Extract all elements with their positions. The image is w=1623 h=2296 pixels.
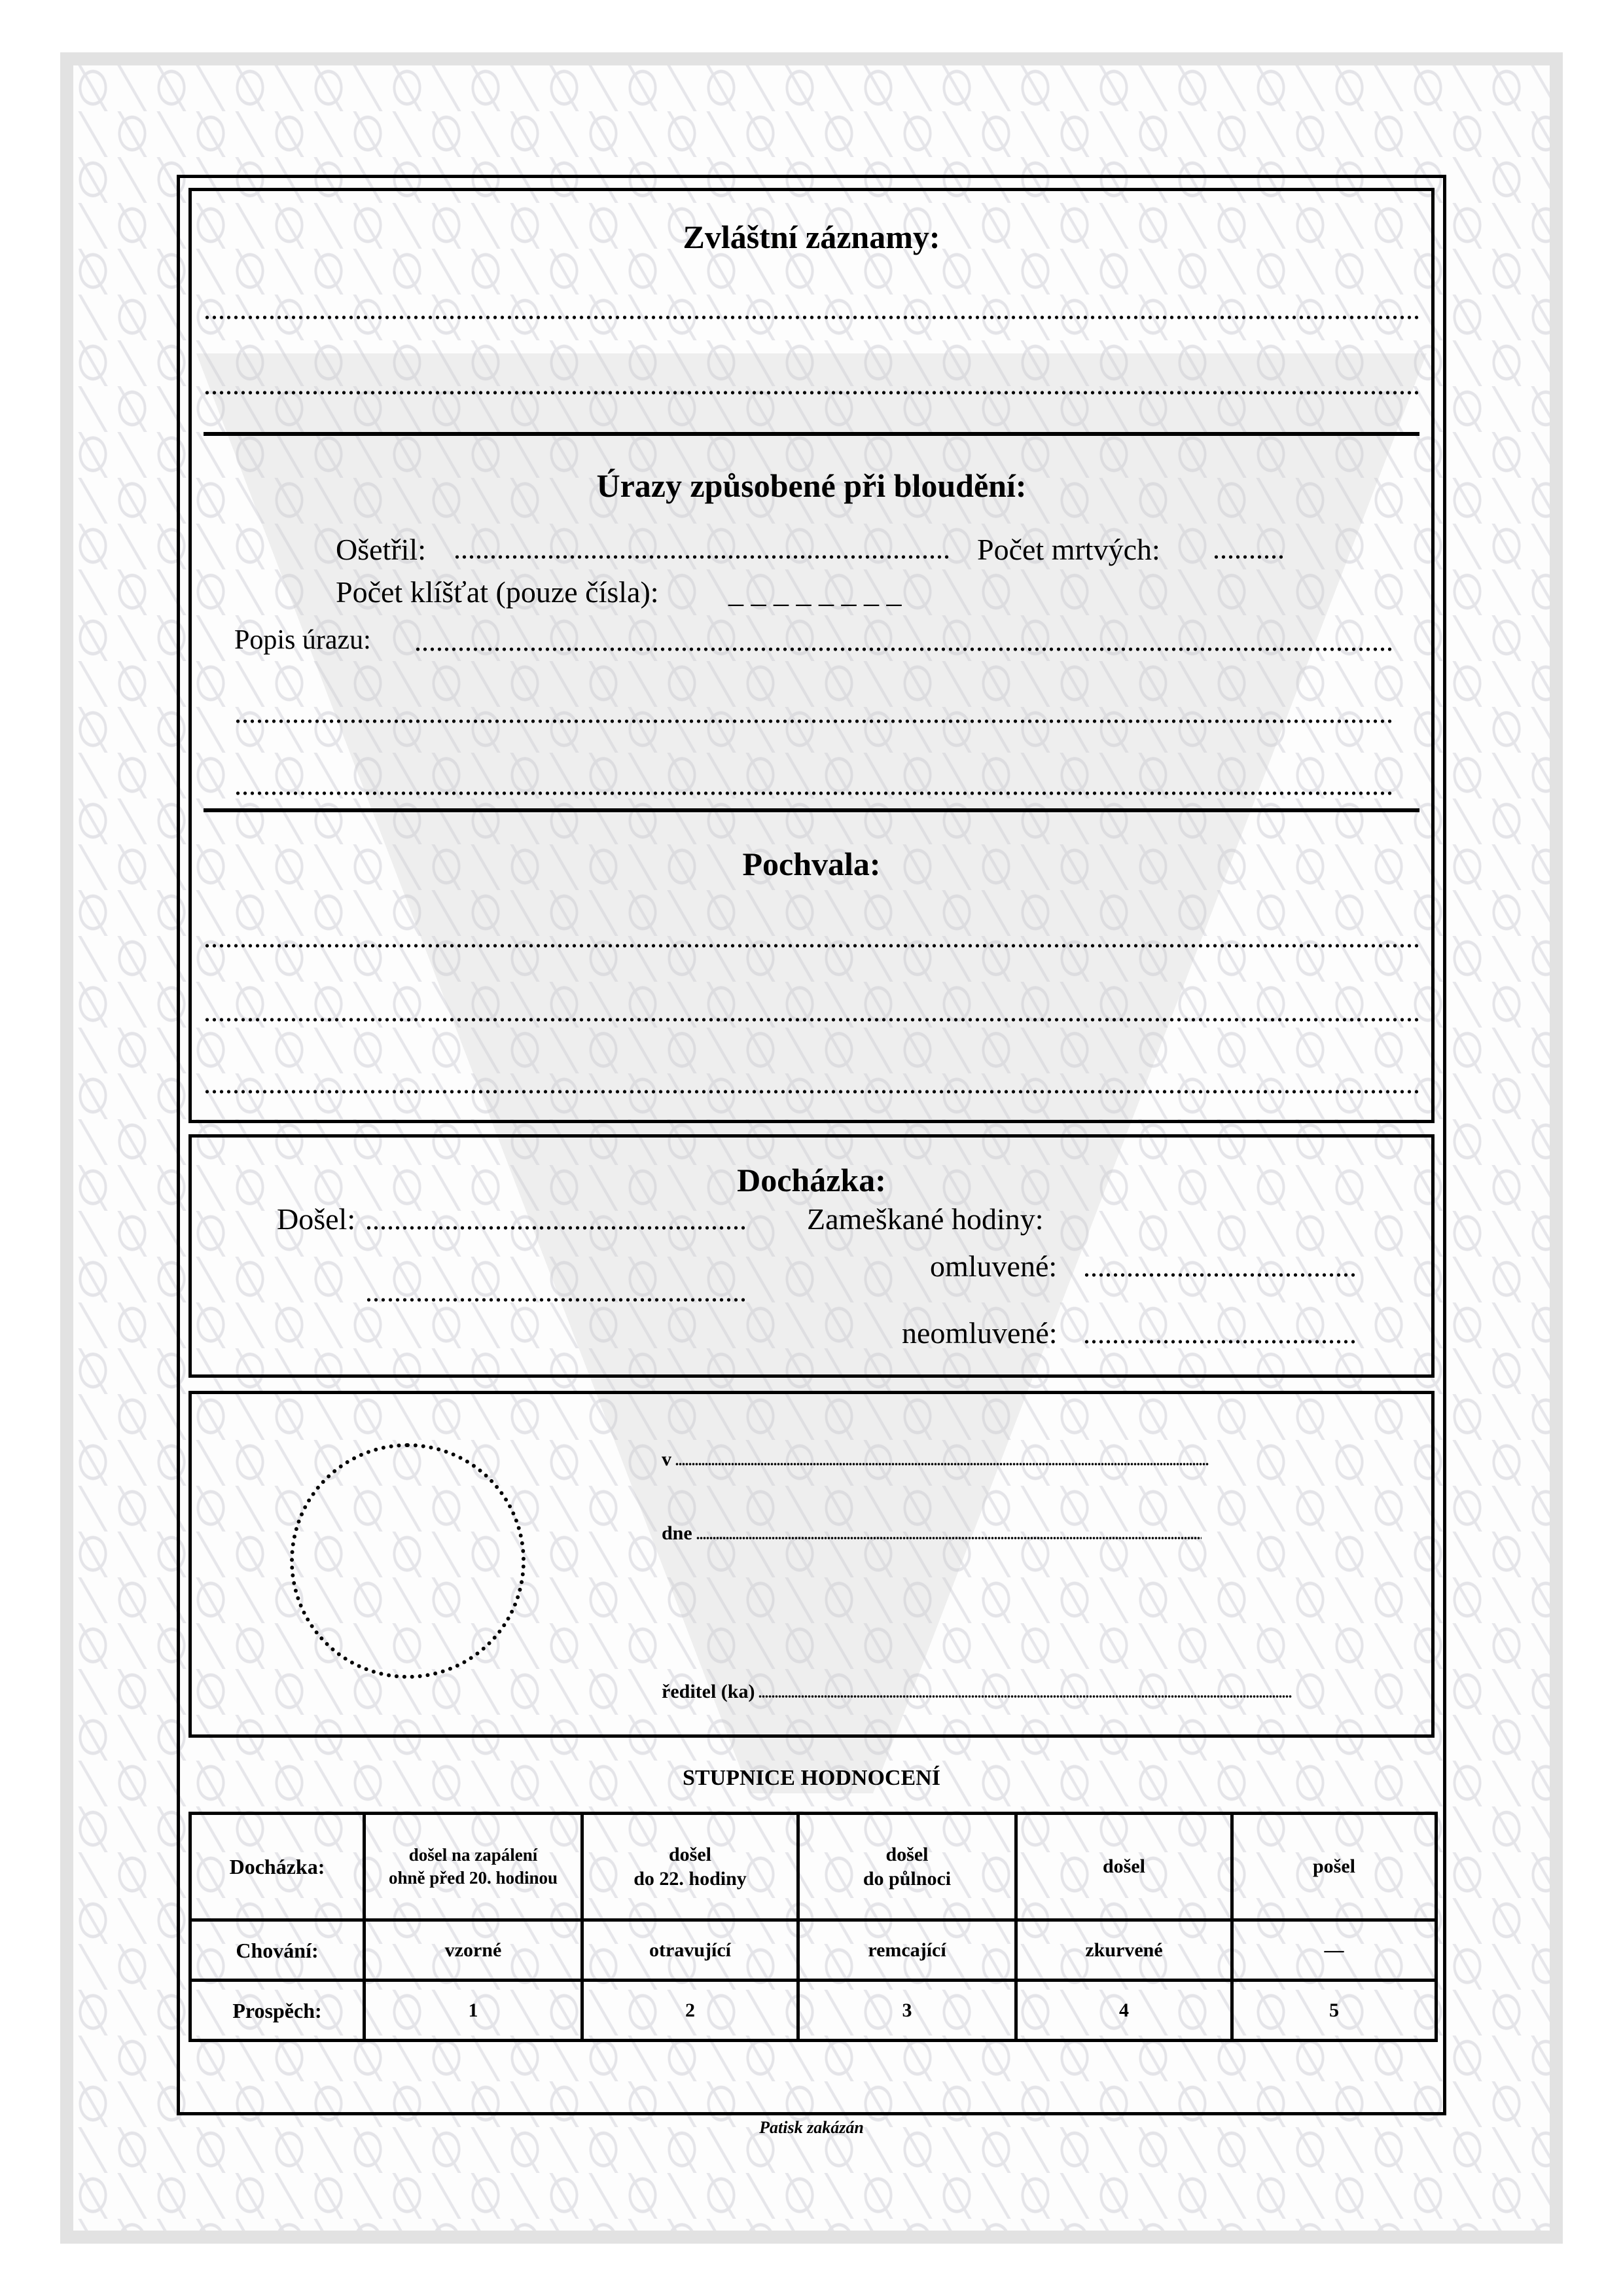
attendance-title: Docházka: <box>737 1162 886 1198</box>
section-divider <box>204 808 1419 812</box>
signature-box <box>188 1391 1435 1738</box>
unexcused-label: neomluvené: <box>902 1316 1058 1350</box>
place-field[interactable] <box>675 1463 1209 1465</box>
treated-by-field[interactable] <box>454 555 951 559</box>
injuries-title: Úrazy způsobené při bloudění: <box>596 467 1027 504</box>
date-label: dne <box>662 1522 692 1544</box>
table-cell: 4 <box>1016 1981 1232 2041</box>
injury-description-line-1[interactable] <box>414 647 1395 651</box>
praise-line-2[interactable] <box>204 1018 1419 1022</box>
table-cell: remcající <box>798 1920 1016 1981</box>
table-cell: 3 <box>798 1981 1016 2041</box>
table-cell: pošel <box>1232 1814 1436 1920</box>
table-cell: došel na zapálení ohně před 20. hodinou <box>365 1814 582 1920</box>
date-field[interactable] <box>696 1537 1202 1539</box>
director-row <box>662 1682 1292 1702</box>
ticks-field[interactable]: _ _ _ _ _ _ _ _ <box>728 575 902 609</box>
stamp-circle-icon <box>290 1443 526 1679</box>
dead-count-label: Počet mrtvých: <box>977 533 1160 566</box>
notes-injuries-praise-box <box>188 188 1435 1123</box>
praise-title: Pochvala: <box>742 846 881 882</box>
special-notes-line-1[interactable] <box>204 315 1419 319</box>
place-label: v <box>662 1448 671 1470</box>
place-row <box>662 1450 1209 1469</box>
table-cell: došel <box>1016 1814 1232 1920</box>
table-cell: vzorné <box>365 1920 582 1981</box>
praise-line-1[interactable] <box>204 944 1419 948</box>
row-label: Prospěch: <box>190 1981 365 2041</box>
row-label: Docházka: <box>190 1814 365 1920</box>
praise-line-3[interactable] <box>204 1090 1419 1094</box>
attendance-box <box>188 1134 1435 1378</box>
arrived-label: Došel: <box>277 1202 356 1236</box>
excused-label: omluvené: <box>930 1249 1058 1283</box>
injury-description-label: Popis úrazu: <box>234 625 371 655</box>
footer-note: Patisk zakázán <box>759 2118 864 2137</box>
injury-description-line-2[interactable] <box>234 719 1395 723</box>
table-cell: zkurvené <box>1016 1920 1232 1981</box>
unexcused-field[interactable] <box>1083 1340 1358 1344</box>
director-label: ředitel (ka) <box>662 1681 755 1702</box>
arrived-field-2[interactable] <box>365 1298 748 1302</box>
ticks-label: Počet klíšťat (pouze čísla): <box>336 575 659 609</box>
section-divider <box>204 432 1419 436</box>
injury-description-line-3[interactable] <box>234 791 1395 795</box>
special-notes-title: Zvláštní záznamy: <box>683 219 940 255</box>
missed-hours-label: Zameškané hodiny: <box>807 1202 1044 1236</box>
director-signature-field[interactable] <box>758 1695 1292 1698</box>
table-cell: 5 <box>1232 1981 1436 2041</box>
table-cell: 1 <box>365 1981 582 2041</box>
table-cell: 2 <box>582 1981 798 2041</box>
table-row-attendance <box>190 1814 1436 1920</box>
grading-scale-title: STUPNICE HODNOCENÍ <box>683 1766 940 1790</box>
row-label: Chování: <box>190 1920 365 1981</box>
grading-scale-table <box>188 1812 1438 2042</box>
table-cell: otravující <box>582 1920 798 1981</box>
table-cell: došel do půlnoci <box>798 1814 1016 1920</box>
table-cell: došel do 22. hodiny <box>582 1814 798 1920</box>
dead-count-field[interactable] <box>1213 555 1285 559</box>
excused-field[interactable] <box>1083 1273 1358 1277</box>
arrived-field-1[interactable] <box>365 1226 748 1230</box>
table-cell: — <box>1232 1920 1436 1981</box>
treated-by-label: Ošetřil: <box>336 533 426 566</box>
special-notes-line-2[interactable] <box>204 391 1419 395</box>
table-row-behavior <box>190 1920 1436 1981</box>
table-row-grades <box>190 1981 1436 2041</box>
date-row <box>662 1524 1202 1543</box>
